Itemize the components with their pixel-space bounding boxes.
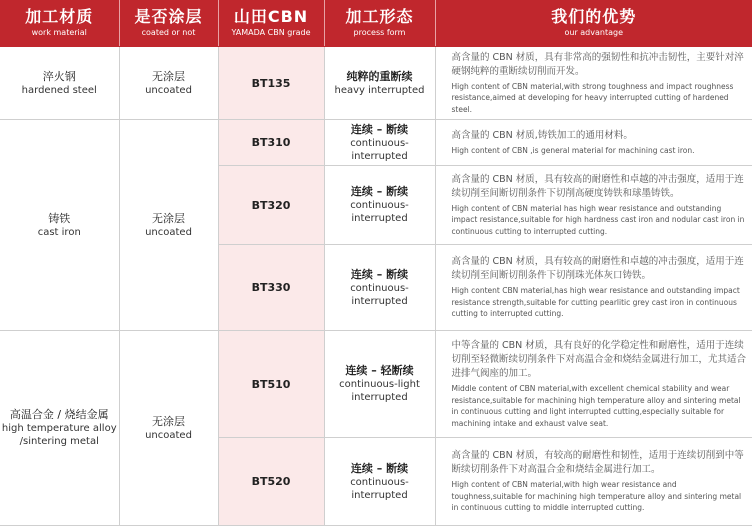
process-form-zh: 连续 – 轻断续 — [345, 364, 414, 377]
material-zh: 淬火钢 — [42, 69, 76, 83]
process-form-cell — [324, 47, 435, 120]
process-form-zh: 纯粹的重断续 — [346, 69, 413, 83]
header-grade-en: YAMADA CBN grade — [231, 28, 311, 37]
advantage-cell — [435, 331, 752, 438]
coated-en: uncoated — [145, 429, 192, 441]
header-advantage-zh: 我们的优势 — [551, 7, 637, 26]
table-row — [0, 120, 752, 166]
advantage-zh: 高含量的 CBN 材质，具有较高的耐磨性和卓越的冲击强度，适用于连续切削至间断切削条件下切削高硬度铸铁和球墨铸铁。 — [451, 173, 744, 199]
advantage-zh: 高含量的 CBN 材质,铸铁加工的通用材料。 — [451, 129, 633, 141]
grade-cell: BT320 — [218, 166, 324, 245]
process-form-cell — [324, 166, 435, 245]
coated-zh: 无涂层 — [152, 414, 185, 428]
material-en-line-2: /sintering metal — [19, 436, 99, 447]
advantage-en: High content CBN material,has high wear resistance and outstanding impact resistance strength,suitable for cutting pearlitic grey cast iron in continuous cutting to interrupted cutting. — [451, 286, 740, 319]
process-form-en: heavy interrupted — [334, 84, 425, 96]
header-work-material-zh: 加工材质 — [25, 7, 94, 26]
process-form-en: continuous-interrupted — [350, 137, 409, 162]
material-zh: 铸铁 — [48, 211, 71, 225]
material-cell-hardened-steel — [0, 47, 119, 120]
header-process-form-zh: 加工形态 — [345, 7, 414, 26]
table-row — [0, 47, 752, 120]
header-grade-zh: 山田CBN — [233, 7, 309, 26]
advantage-zh: 高含量的 CBN 材质，具有非常高的强韧性和抗冲击韧性，主要针对淬硬钢纯粹的重断续切削而开发。 — [451, 51, 744, 77]
material-en: hardened steel — [21, 84, 97, 96]
process-form-en: continuous-interrupted — [350, 200, 409, 224]
advantage-cell — [435, 438, 752, 526]
coated-cell-hardened-steel — [119, 47, 218, 120]
advantage-en: High content of CBN material has high wear resistance and outstanding impact resistance,suitable for high hardness cast iron and nodular cast iron in continuous cutting to interrupted cutting. — [451, 203, 745, 236]
header-advantage-en: our advantage — [564, 28, 624, 37]
advantage-cell — [435, 47, 752, 120]
grade-cell: BT520 — [218, 438, 324, 526]
advantage-zh: 高含量的 CBN 材质，有较高的耐磨性和韧性，适用于连续切削到中等断续切削条件下对高温合金和烧结金属进行加工。 — [451, 450, 744, 476]
advantage-en: High content of CBN material,with strong toughness and impact roughness resistance,aimed at developing for heavy interrupted cutting of hardened steel. — [451, 81, 734, 114]
advantage-cell — [435, 120, 752, 166]
process-form-en-line-1: continuous-light — [339, 379, 420, 390]
coated-en: uncoated — [145, 226, 192, 238]
header-process-form — [324, 0, 435, 47]
process-form-en: continuous-interrupted — [350, 476, 409, 501]
process-form-en-line-2: interrupted — [351, 392, 408, 403]
process-form-cell — [324, 120, 435, 166]
grade-cell: BT510 — [218, 331, 324, 438]
advantage-en: Middle content of CBN material,with excellent chemical stability and wear resistance,suitable for machining high temperature alloy and sintering metal in continuous cutting and light interrupted cutting,especially suitable for machining intake and exhaust valve seat. — [451, 384, 741, 428]
coated-en: uncoated — [145, 84, 192, 96]
advantage-zh: 高含量的 CBN 材质，具有较高的耐磨性和卓越的冲击强度，适用于连续切削至间断切削条件下切削珠光体灰口铸铁。 — [451, 256, 744, 282]
header-process-form-en: process form — [353, 28, 406, 37]
header-work-material-en: work material — [31, 28, 87, 37]
material-zh: 高温合金 / 烧结金属 — [9, 408, 109, 421]
grade-cell: BT135 — [218, 47, 324, 120]
material-cell-cast-iron — [0, 120, 119, 331]
advantage-en: High content of CBN material,with high wear resistance and toughness,suitable for machining high temperature alloy and sintering metal in continuous cutting to middle interrupted cutting. — [451, 480, 742, 513]
coated-zh: 无涂层 — [152, 211, 185, 225]
grade-cell: BT330 — [218, 245, 324, 331]
process-form-zh: 连续 – 断续 — [350, 122, 409, 136]
header-work-material — [0, 0, 119, 47]
header-coated — [119, 0, 218, 47]
table-row — [0, 331, 752, 438]
header-advantage — [435, 0, 752, 47]
process-form-cell — [324, 331, 435, 438]
process-form-en: continuous-interrupted — [350, 282, 409, 307]
header-grade — [218, 0, 324, 47]
process-form-zh: 连续 – 断续 — [350, 461, 409, 475]
advantage-en: High content of CBN ,is general material for machining cast iron. — [451, 145, 695, 155]
advantage-cell — [435, 245, 752, 331]
advantage-cell — [435, 166, 752, 245]
process-form-cell — [324, 245, 435, 331]
process-form-zh: 连续 – 断续 — [350, 267, 409, 281]
coated-cell-high-temperature-alloy — [119, 331, 218, 526]
material-en: cast iron — [37, 226, 81, 238]
header-coated-en: coated or not — [141, 28, 196, 37]
coated-cell-cast-iron — [119, 120, 218, 331]
advantage-zh: 中等含量的 CBN 材质，具有良好的化学稳定性和耐磨性，适用于连续切削至轻微断续切削条件下对高温合金和烧结金属进行加工，尤其适合进排气阀座的加工。 — [451, 340, 747, 379]
header-coated-zh: 是否涂层 — [134, 7, 203, 26]
material-cell-high-temperature-alloy — [0, 331, 119, 526]
material-en-line-1: high temperature alloy — [1, 423, 117, 434]
grade-cell: BT310 — [218, 120, 324, 166]
process-form-zh: 连续 – 断续 — [350, 185, 409, 198]
coated-zh: 无涂层 — [152, 69, 185, 83]
table-header-row — [0, 0, 752, 47]
process-form-cell — [324, 438, 435, 526]
